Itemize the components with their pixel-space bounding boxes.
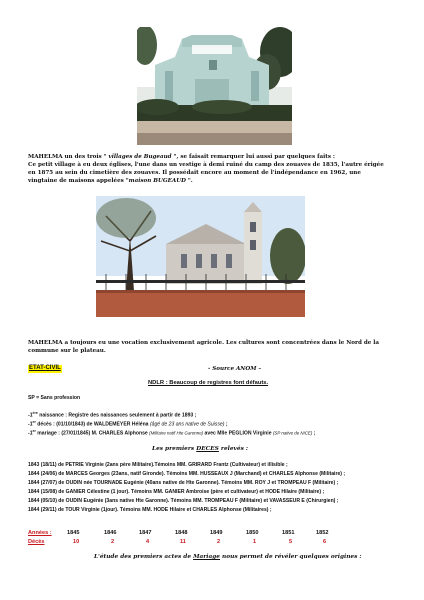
year-cell: 1851	[282, 530, 295, 536]
ndlr-note: NDLR : Beaucoup de registres font défauts.	[148, 380, 269, 386]
deces-entry: 1844 (24/06) de MARCES Georges (23ans, natif Gironde). Témoins MM. HUSSEAUX J (Marchand) et CHARLES Alphonse (Militaire) ;	[28, 471, 346, 477]
sp-legend: SP = Sans profession	[28, 395, 81, 401]
agri-line-2: commune sur le plateau.	[28, 348, 106, 354]
year-cell: 1846	[104, 530, 117, 536]
deces-entry: 1844 (27/07) de OUDIN née TOURNADE Eugénie (40ans native de Hte Garonne). Témoins MM. ROY J et TROMPEAU F (Militaire) ;	[28, 480, 339, 486]
first-marriage: -1er mariage : (27/01/1845) M. CHARLES Alphonse (Militaire natif Hte Garonne) avec Mlle PEGLION Virginie (SP native de NICE) ;	[28, 429, 316, 437]
church-photo	[96, 196, 305, 317]
first-death: -1er décès : (01/10/1843) de WALDEMEYER Héléna (âgé de 23 ans native de Suisse) ;	[28, 420, 228, 428]
deces-entry: 1844 (29/11) de TOUR Virginie (1jour). Témoins MM. HODE Hilaire et CHARLES Alphonse (Militaires) ;	[28, 507, 272, 513]
first-birth: -1ère naissance : Registre des naissances seulement à partir de 1893 ;	[28, 411, 197, 419]
deces-entry: 1844 (15/08) de GANIER Célestine (1 jour). Témoins MM. GANIER Ambroise (père et cultivateur) et HODE Hilaire (Militaire) ;	[28, 489, 325, 495]
death-count: 2	[111, 539, 115, 545]
agri-line-1: MAHELMA a toujours eu une vocation exclusivement agricole. Les cultures sont concentrées dans le Nord de la	[28, 340, 380, 346]
intro-line-1: MAHELMA un des trois " villages de Bugeaud ", se faisait remarquer lui aussi par quelques faits :	[28, 154, 335, 160]
death-count: 4	[146, 539, 150, 545]
year-cell: 1845	[67, 530, 80, 536]
year-cell: 1847	[139, 530, 152, 536]
deces-title: Les premiers DECES relevés :	[152, 446, 249, 452]
deces-entry: 1843 (18/11) de PETRIE Virginie (2ans père Militaire).Témoins MM. GRIRARD Frantz (Cultivateur) et illisible ;	[28, 462, 288, 468]
building-photo	[137, 27, 292, 145]
year-cell: 1848	[175, 530, 188, 536]
deces-entry: 1844 (05/10) de OUDIN Eugénie (3ans native Hte Garonne). Témoins MM. TROMPEAU F (Militaire) et VAVASSEUR E (Chirurgien) ;	[28, 498, 339, 504]
death-count: 1	[253, 539, 257, 545]
year-cell: 1852	[316, 530, 329, 536]
intro-line-3: en 1875 au sein du cimetière des zouaves. Il possédait encore au moment de l'indépendance en 1962, une	[28, 170, 361, 176]
death-count: 5	[289, 539, 293, 545]
closing-note: L'étude des premiers actes de Mariage nous permet de révéler quelques origines :	[94, 554, 362, 560]
deaths-label: Décès	[28, 539, 45, 545]
source-note: - Source ANOM –	[208, 366, 262, 372]
years-label: Années :	[28, 530, 52, 536]
death-count: 10	[73, 539, 80, 545]
death-count: 2	[217, 539, 221, 545]
intro-line-4: vingtaine de maisons appelées "maison BUGEAUD ".	[28, 178, 193, 184]
etat-civil-label: ETAT-CIVIL	[29, 365, 61, 371]
year-cell: 1850	[246, 530, 259, 536]
year-cell: 1849	[210, 530, 223, 536]
death-count: 11	[180, 539, 186, 545]
death-count: 6	[323, 539, 327, 545]
intro-line-2: Ce petit village à eu deux églises, l'une dans un vestige à demi ruiné du camp des zouaves de 1835, l'autre érigée	[28, 162, 384, 168]
